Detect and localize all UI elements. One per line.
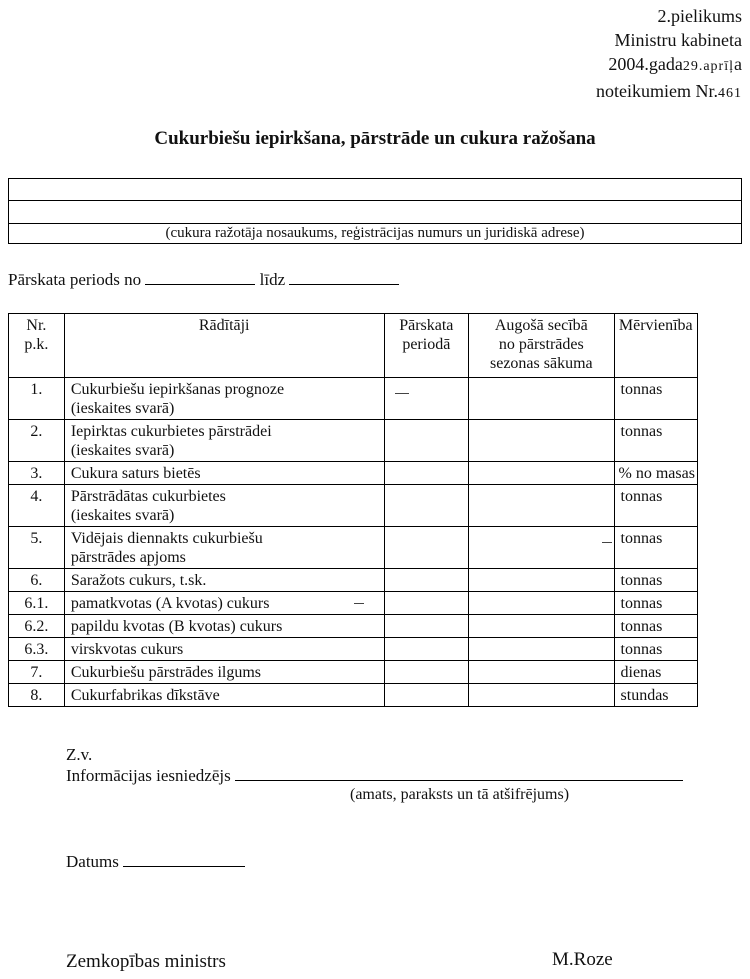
row-indicator: virskvotas cukurs [64,638,384,661]
indicators-table [8,313,698,707]
date-field[interactable] [123,851,245,867]
cell-cumulative[interactable] [469,569,614,592]
cell-cumulative[interactable] [469,462,614,485]
row-unit: tonnas [614,527,697,569]
cell-cumulative[interactable] [469,420,614,462]
row-unit: % no masas [614,462,697,485]
cell-cumulative[interactable] [469,684,614,707]
column-header-cumulative: Augošā secībā no pārstrādes sezonas sākuma [469,314,614,378]
cell-period[interactable] [384,569,469,592]
submitter-label: Informācijas iesniedzējs [66,766,231,785]
row-unit: tonnas [614,592,697,615]
cell-period[interactable] [384,592,469,615]
table-row [9,527,698,569]
row-unit: tonnas [614,485,697,527]
cell-cumulative[interactable] [469,615,614,638]
submitter-field[interactable] [235,765,683,781]
producer-info-box [8,178,742,244]
regulation-date-suffix: a [734,54,742,74]
cell-period[interactable] [384,661,469,684]
row-indicator: Pārstrādātas cukurbietes (ieskaites svarā) [64,485,384,527]
row-number: 6. [9,569,65,592]
table-row [9,661,698,684]
cell-cumulative[interactable] [469,661,614,684]
minister-name: M.Roze [552,949,613,970]
cell-period[interactable] [384,527,469,569]
row-unit: tonnas [614,638,697,661]
period-to-label: līdz [259,270,286,289]
regulation-date-day: 29.aprīļ [682,59,734,74]
row-indicator: Iepirktas cukurbietes pārstrādei (ieskaites svarā) [64,420,384,462]
producer-line-2[interactable] [9,223,741,224]
producer-line-1[interactable] [9,200,741,201]
dash-mark [395,393,409,394]
annex-header [596,4,742,106]
reporting-period [8,269,399,290]
row-number: 6.2. [9,615,65,638]
cell-cumulative[interactable] [469,592,614,615]
stamp-place-label: Z.v. [66,745,93,764]
dash-mark [354,603,364,604]
regulation-date [596,52,742,79]
table-row [9,592,698,615]
row-unit: tonnas [614,378,697,420]
issuer: Ministru kabineta [614,30,742,50]
row-number: 2. [9,420,65,462]
dash-mark [602,542,612,543]
cell-cumulative[interactable] [469,485,614,527]
cell-period[interactable] [384,485,469,527]
row-indicator: Cukurbiešu iepirkšanas prognoze (ieskaites svarā) [64,378,384,420]
table-row [9,615,698,638]
document-title: Cukurbiešu iepirkšana, pārstrāde un cukura ražošana [154,128,596,149]
regulation-number-label: noteikumiem Nr. [596,81,718,101]
row-number: 3. [9,462,65,485]
row-number: 6.1. [9,592,65,615]
row-indicator: Saražots cukurs, t.sk. [64,569,384,592]
row-number: 4. [9,485,65,527]
row-number: 7. [9,661,65,684]
table-row [9,638,698,661]
minister-title: Zemkopības ministrs [66,951,226,972]
period-from-field[interactable] [145,269,255,285]
row-unit: tonnas [614,569,697,592]
row-indicator: Cukurbiešu pārstrādes ilgums [64,661,384,684]
table-row [9,420,698,462]
period-from-label: Pārskata periods no [8,270,142,289]
row-indicator [64,592,384,615]
cell-cumulative[interactable] [469,527,614,569]
table-header-row [9,314,698,378]
row-indicator: Cukura saturs bietēs [64,462,384,485]
date-label: Datums [66,852,119,871]
row-indicator: papildu kvotas (B kvotas) cukurs [64,615,384,638]
table-row [9,485,698,527]
row-number: 6.3. [9,638,65,661]
row-unit: tonnas [614,420,697,462]
row-unit: dienas [614,661,697,684]
table-row [9,462,698,485]
row-number: 8. [9,684,65,707]
row-unit: stundas [614,684,697,707]
submitter-line [66,765,683,786]
period-to-field[interactable] [289,269,399,285]
row-number: 5. [9,527,65,569]
column-header-period: Pārskata periodā [384,314,469,378]
regulation-number-value: 461 [718,86,742,101]
date-line [66,851,245,872]
cell-period[interactable] [384,638,469,661]
row-indicator-text: pamatkvotas (A kvotas) cukurs [70,595,270,612]
regulation-date-year: 2004.gada [608,54,683,74]
cell-period[interactable] [384,684,469,707]
table-row [9,569,698,592]
cell-cumulative[interactable] [469,638,614,661]
cell-period[interactable] [384,378,469,420]
cell-period[interactable] [384,615,469,638]
submitter-caption: (amats, paraksts un tā atšifrējums) [350,786,570,803]
producer-box-caption: (cukura ražotāja nosaukums, reģistrācijas numurs un juridiskā adrese) [165,225,585,241]
column-header-nr: Nr. p.k. [9,314,65,378]
row-number: 1. [9,378,65,420]
table-row [9,684,698,707]
row-indicator: Cukurfabrikas dīkstāve [64,684,384,707]
cell-cumulative[interactable] [469,378,614,420]
column-header-indicators: Rādītāji [64,314,384,378]
regulation-number [596,79,742,106]
row-indicator: Vidējais diennakts cukurbiešu pārstrādes apjoms [64,527,384,569]
cell-period[interactable] [384,462,469,485]
row-unit: tonnas [614,615,697,638]
annex-number: 2.pielikums [657,6,742,26]
column-header-unit: Mērvienība [614,314,697,378]
table-row [9,378,698,420]
cell-period[interactable] [384,420,469,462]
